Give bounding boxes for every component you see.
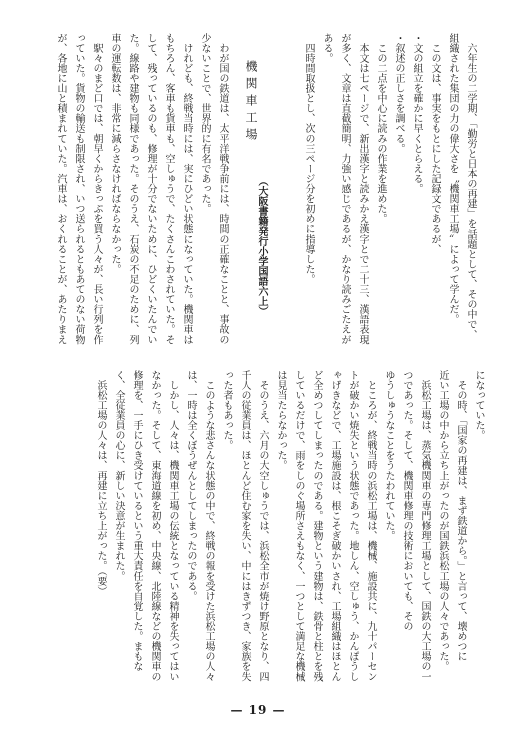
text-column: そのうえ、六月の大空しゅうでは、浜松全市が焼け野原となり、四 <box>257 370 268 682</box>
text-column: して、残っているのも、修理が十分でないために、ひどくいたんでい <box>145 33 156 345</box>
text-column: この文は、事実をもとにした記録文であるが、 <box>429 33 440 255</box>
text-column: 少ないことで、世界的に有名であった。 <box>199 33 210 214</box>
text-column: 六年生の二学期、「勤労と日本の再建」を話題として、その中で、 <box>465 33 476 340</box>
text-column: は見当たらなかった。 <box>275 370 286 471</box>
text-column: このような悲さんな状態の中で、終戦の報を受けた浜松工場の人々 <box>203 370 214 682</box>
text-column: その時、「国家の再建は、まず鉄道から。」と言って、壊めつに <box>455 370 466 662</box>
text-column: しかし、人々は、機関車工場の伝統となっている精神を失ってはい <box>167 370 178 682</box>
text-column: 浜松工場の人々は、再建に立ち上がった。（要） <box>95 370 106 597</box>
text-column: ある。 <box>321 33 332 64</box>
story-upper-section <box>51 33 231 345</box>
text-column: 四時間取扱とし、次の三ページ分を初めに指導した。 <box>303 33 314 285</box>
story-lower-section <box>91 370 487 682</box>
lesson-source: （大阪書籍発行小学国語六上） <box>256 176 267 316</box>
text-column: つであった。そして、機関車修理の技術においても、その <box>401 370 412 632</box>
lesson-title: 機関車工場 <box>244 60 258 145</box>
text-column: しているだけで、雨をしのぐ場所さえもなく、一つとして満足な機械 <box>293 370 304 682</box>
text-column: が多く、文章は直截簡明、力強い感じであるが、かなり読みごたえが <box>339 33 350 345</box>
text-column: った者もあった。 <box>221 370 232 451</box>
text-column: ゃげきなどで、工場施設は、根こそぎ破かいされ、工場組織はほとん <box>329 370 340 682</box>
text-column: 浜松工場は、蒸気機関車の専門修理工場として、国鉄の大工場の一 <box>419 370 430 682</box>
text-column: っていた。貨物の輸送も制限され、いつ送られるともあてのない荷物 <box>73 33 84 345</box>
text-column: 駅々のまど口では、朝早くからきっぷを買う人々が、長い行列を作 <box>91 33 102 345</box>
intro-section <box>299 33 479 345</box>
text-column: た。線路や建物も同様であった。そのうえ、石炭の不足のために、列 <box>127 33 138 345</box>
text-column: 修理を、一手にひき受けているという重大責任を自覚した。まもな <box>131 370 142 672</box>
text-column: けれども、終戦当時には、実にひどい状態になっていた。機関車は <box>181 33 192 345</box>
text-column: もちろん、客車も貨車も、空しゅうで、たくさんこわされていた。そ <box>163 33 174 345</box>
text-column: ・叙述の正しさを調べる。 <box>393 33 404 154</box>
page-number: — 19 — <box>230 703 286 717</box>
text-column: 近い工場の中から立ち上がったのが国鉄浜松工場の人々であった。 <box>437 370 448 672</box>
text-column: 千人の従業員は、ほとんど住む家を失い、中にはきずつき、家族を失 <box>239 370 250 682</box>
text-column: 車の運転数は、非常に減らさなければならなかった。 <box>109 33 120 275</box>
text-column: 本文は七ページで、新出漢字と読みかえ漢字とで二十三、漢語表現 <box>357 33 368 345</box>
text-column: ところが、終戦当時の浜松工場は、機械、施設共に、九十パーセン <box>365 370 376 682</box>
text-column: トが破かい焼失という状態であった。地しん、空しゅう、かんぽうし <box>347 370 358 682</box>
text-column: く、全従業員の心に、新しい決意が生まれた。 <box>113 370 124 582</box>
text-column: ・文の組立を確かに早くとらえる。 <box>411 33 422 194</box>
text-column: が、各地に山と積まれていた。汽車は、おくれることが、あたりまえ <box>55 33 66 345</box>
text-column: は、一時は全くぼうぜんとしてしまったのである。 <box>185 370 196 602</box>
text-column: ゆうしゅうなことをうたわれていた。 <box>383 370 394 541</box>
text-column: 組織された集団の力の偉大さを〝機関車工場〟によって学んだ。 <box>447 33 458 325</box>
text-column: なかった。そして、東海道線を初め、中央線、北陸線などの機関車の <box>149 370 160 682</box>
text-column: ど全めつしてしまったのである。建物という建物は、鉄骨と柱とを残 <box>311 370 322 682</box>
text-column: になっていた。 <box>473 370 484 441</box>
text-column: わが国の鉄道は、太平洋戦争前には、時間の正確なことと、事故の <box>217 33 228 345</box>
text-column: この二点を中心に読みの作業を進めた。 <box>375 33 386 224</box>
